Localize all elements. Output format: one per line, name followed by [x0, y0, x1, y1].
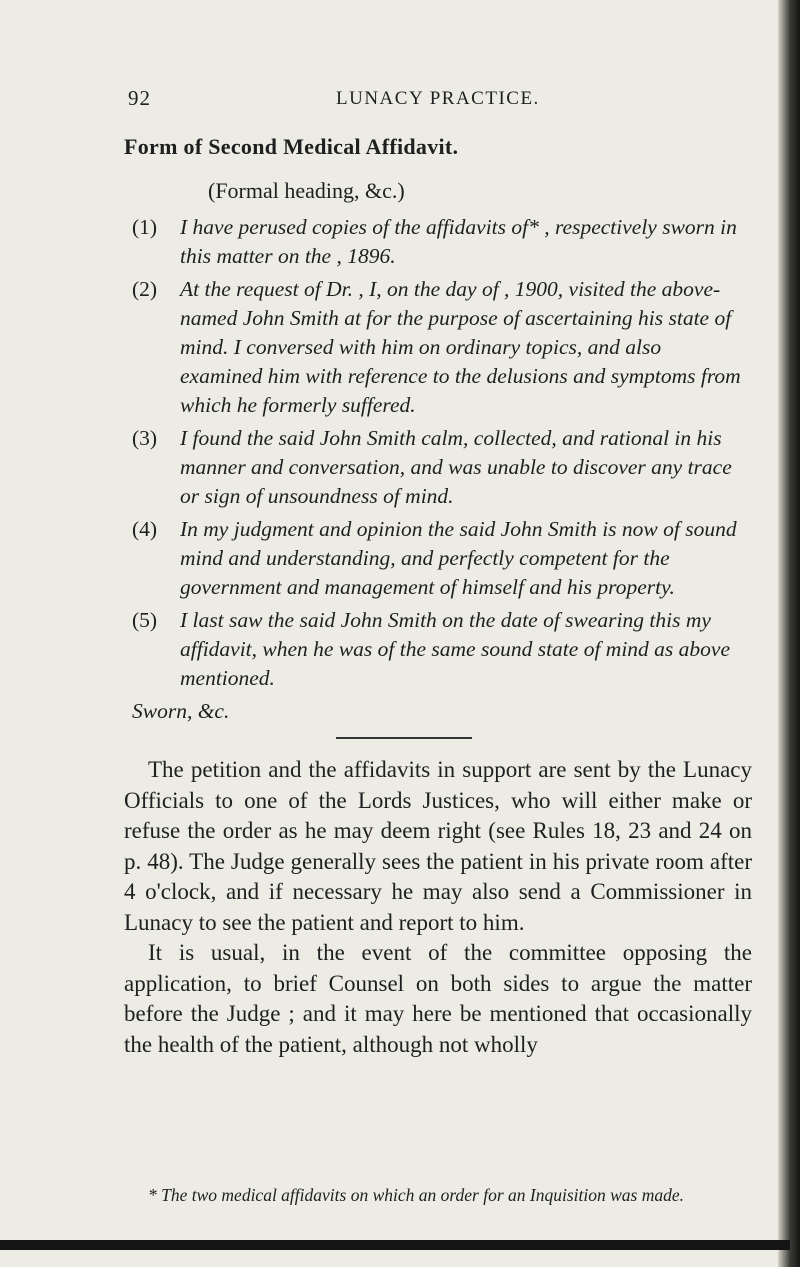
item-number: (1) [132, 215, 158, 239]
body-paragraph: It is usual, in the event of the committee opposing the application, to brief Counsel on both sides to argue the matter before the Judge ; and it may here be mentioned that occasionally the health of the patient, although not wholly [124, 940, 752, 1057]
sworn-line: Sworn, &c. [132, 699, 230, 723]
item-text: I last saw the said John Smith on the date of swearing this my affidavit, when he was of the same sound state of mind as above mentioned. [180, 608, 730, 690]
item-text: At the request of Dr. , I, on the day of , 1900, visited the above-named John Smith at for the purpose of ascertaining his state of mind. I conversed with him on ordinary topics, and also examined him with reference to the delusions and symptoms from which he formerly suffered. [180, 277, 741, 417]
formal-heading: (Formal heading, &c.) [208, 178, 405, 203]
item-text: In my judgment and opinion the said John Smith is now of sound mind and understanding, and perfectly competent for the government and management of himself and his property. [180, 517, 737, 599]
item-text: I have perused copies of the affidavits of* , respectively sworn in this matter on the , 1896. [180, 215, 737, 268]
body-text [124, 755, 752, 1060]
footnote: * The two medical affidavits on which an order for an Inquisition was made. [148, 1185, 685, 1205]
item-text: I found the said John Smith calm, collected, and rational in his manner and conversation, and was unable to discover any trace or sign of unsoundness of mind. [180, 426, 732, 508]
item-number: (5) [132, 608, 158, 632]
running-head: LUNACY PRACTICE. [336, 88, 540, 109]
page-header [0, 86, 800, 116]
section-divider [336, 737, 472, 739]
affidavit-item [124, 275, 748, 420]
body-paragraph: The petition and the affidavits in support are sent by the Lunacy Officials to one of the Lords Justices, who will either make or refuse the order as he may deem right (see Rules 18, 23 and 24 on p. 48). The Judge generally sees the patient in his private room after 4 o'clock, and if necessary he may also send a Commissioner in Lunacy to see the patient and report to him. [124, 757, 752, 935]
affidavit-items [124, 213, 748, 724]
affidavit-item [124, 213, 748, 271]
item-number: (4) [132, 517, 158, 541]
page-edge-shadow [778, 0, 800, 1267]
item-number: (2) [132, 277, 158, 301]
item-number: (3) [132, 426, 158, 450]
affidavit-item [124, 424, 748, 511]
page-number: 92 [128, 86, 151, 110]
bottom-rule [0, 1240, 790, 1250]
affidavit-item [124, 606, 748, 693]
form-title: Form of Second Medical Affidavit. [124, 134, 459, 159]
affidavit-item [124, 515, 748, 602]
